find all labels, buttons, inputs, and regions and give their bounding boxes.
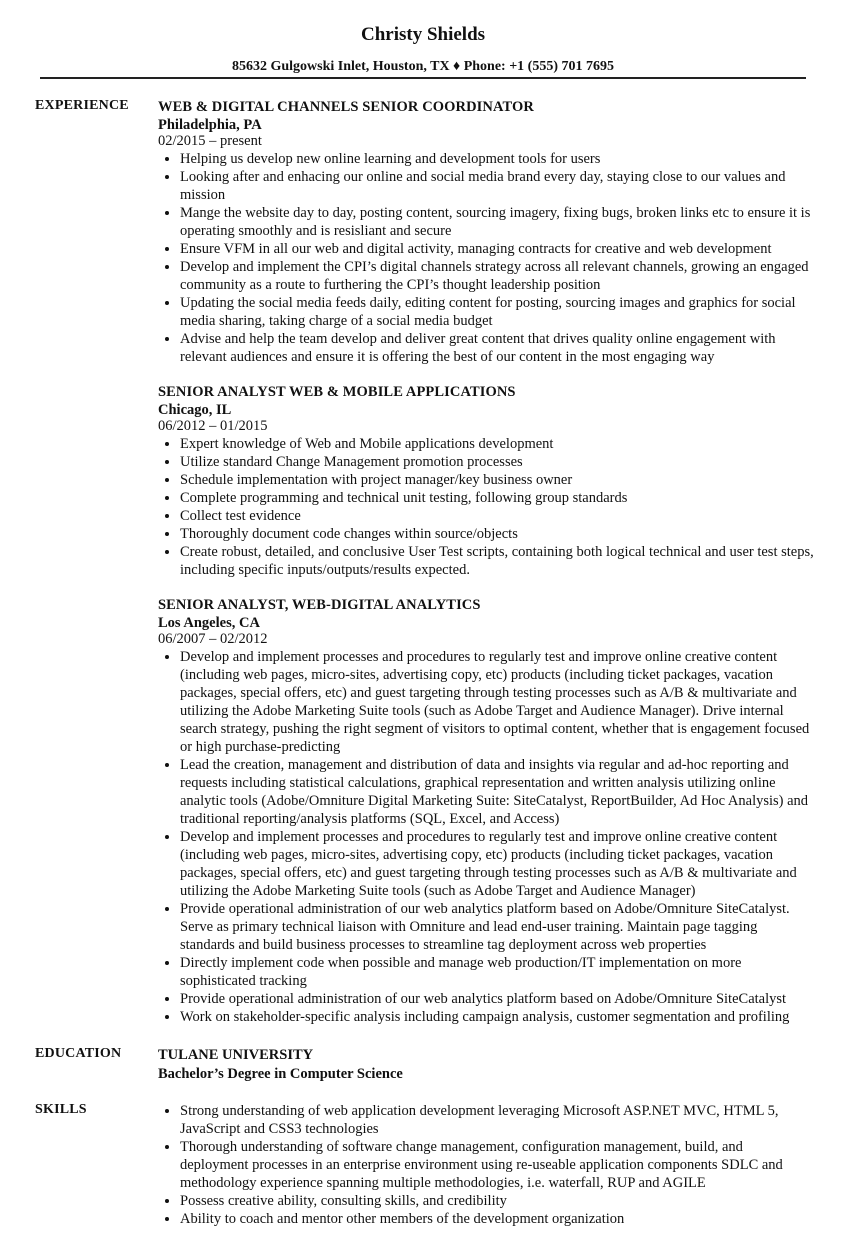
job-location: Chicago, IL [158,402,232,418]
resume-body [0,98,860,1228]
skills-list [158,1102,814,1228]
job-dates: 02/2015 – present [158,133,262,149]
job-bullet: • Provide operational administration of our web analytics platform based on Adobe/Omniture SiteCatalyst. Serve as primary technical liaison with Omniture and lead end-user training. Maintain page tagging standards and build business processes to streamline tag deployment across web properties [180,900,814,954]
skill-item: • Thorough understanding of software change management, configuration management, build, and deployment processes in an enterprise environment using re-useable application components SDLC and methodology experience spanning multiple methodologies, i.e. waterfall, RUP and AGILE [180,1138,814,1192]
job-title: WEB & DIGITAL CHANNELS SENIOR COORDINATOR [158,99,534,115]
job-location: Los Angeles, CA [158,615,260,631]
job-dates: 06/2012 – 01/2015 [158,418,268,434]
job-bullet: • Develop and implement processes and procedures to regularly test and improve online creative content (including web pages, micro-sites, advertising copy, etc) products (including ticket packages, vacation packages, special offers, etc) and guest targeting through testing processes such as A/B & multivariate and utilizing the Adobe Marketing Suite tools (such as Adobe Target and Audience Manager). Drive internal search strategy, pushing the right segment of visitors to optimal content, whether that is engagement focused or high purchase-predicting [180,648,814,756]
job-bullet: • Expert knowledge of Web and Mobile applications development [180,435,814,453]
job-bullet: • Develop and implement the CPI’s digital channels strategy across all relevant channels, growing an engaged community as a route to furthering the CPI’s thought leadership position [180,258,814,294]
candidate-name: Christy Shields [360,24,486,45]
job-bullet: • Work on stakeholder-specific analysis including campaign analysis, customer segmentation and profiling [180,1008,814,1026]
skill-item: • Ability to coach and mentor other members of the development organization [180,1210,814,1228]
job-bullet: • Schedule implementation with project manager/key business owner [180,471,814,489]
job-bullet: • Complete programming and technical unit testing, following group standards [180,489,814,507]
job-bullets [158,648,814,1026]
education-section [0,1046,860,1084]
education-school: TULANE UNIVERSITY [158,1047,314,1063]
skills-section [0,1102,860,1228]
skills-heading: SKILLS [35,1102,87,1117]
job-bullet: • Helping us develop new online learning and development tools for users [180,150,814,168]
job-bullet: • Advise and help the team develop and deliver great content that drives quality online engagement with relevant audiences and ensure it is offering the best of our content in the most engaging way [180,330,814,366]
job-title: SENIOR ANALYST, WEB-DIGITAL ANALYTICS [158,597,481,613]
job-bullet: • Updating the social media feeds daily, editing content for posting, sourcing images and graphics for social media sharing, taking charge of a social media budget [180,294,814,330]
education-degree: Bachelor’s Degree in Computer Science [158,1066,403,1082]
experience-heading: EXPERIENCE [35,98,129,113]
job-bullets [158,435,814,579]
header-divider [40,77,806,79]
job-entry [158,98,814,366]
job-title: SENIOR ANALYST WEB & MOBILE APPLICATIONS [158,384,516,400]
job-bullet: • Collect test evidence [180,507,814,525]
job-bullet: • Develop and implement processes and procedures to regularly test and improve online creative content (including web pages, micro-sites, advertising copy, etc) products (including ticket packages, vacation packages, special offers, etc) and guest targeting through testing processes such as A/B & multivariate and utilizing the Adobe Marketing Suite tools (such as Adobe Target and Audience Manager) [180,828,814,900]
job-bullet: • Mange the website day to day, posting content, sourcing imagery, fixing bugs, broken links etc to ensure it is operating smoothly and is resisliant and secure [180,204,814,240]
job-bullet: • Ensure VFM in all our web and digital activity, managing contracts for creative and web development [180,240,814,258]
job-bullet: • Directly implement code when possible and manage web production/IT implementation on more sophisticated tracking [180,954,814,990]
job-bullet: • Thoroughly document code changes within source/objects [180,525,814,543]
education-heading: EDUCATION [35,1046,122,1061]
skill-item: • Strong understanding of web application development leveraging Microsoft ASP.NET MVC, HTML 5, JavaScript and CSS3 technologies [180,1102,814,1138]
job-entry [158,596,814,1026]
job-location: Philadelphia, PA [158,117,262,133]
job-bullet: • Looking after and enhacing our online and social media brand every day, staying close to our values and mission [180,168,814,204]
contact-info: 85632 Gulgowski Inlet, Houston, TX ♦ Phone: +1 (555) 701 7695 [231,59,614,74]
job-entry [158,383,814,579]
job-bullets [158,150,814,366]
job-dates: 06/2007 – 02/2012 [158,631,268,647]
job-bullet: • Create robust, detailed, and conclusive User Test scripts, containing both logical technical and user test steps, including specific inputs/outputs/results expected. [180,543,814,579]
job-bullet: • Provide operational administration of our web analytics platform based on Adobe/Omniture SiteCatalyst [180,990,814,1008]
job-bullet: • Lead the creation, management and distribution of data and insights via regular and ad-hoc reporting and requests including statistical calculations, graphical representation and written analysis utilizing online analytic tools (Adobe/Omniture Digital Marketing Suite: SiteCatalyst, ReportBuilder, Ad Hoc Analysis) and traditional reporting/analysis platforms (SQL, Excel, and Access) [180,756,814,828]
skill-item: • Possess creative ability, consulting skills, and credibility [180,1192,814,1210]
job-bullet: • Utilize standard Change Management promotion processes [180,453,814,471]
experience-section [0,98,860,1026]
